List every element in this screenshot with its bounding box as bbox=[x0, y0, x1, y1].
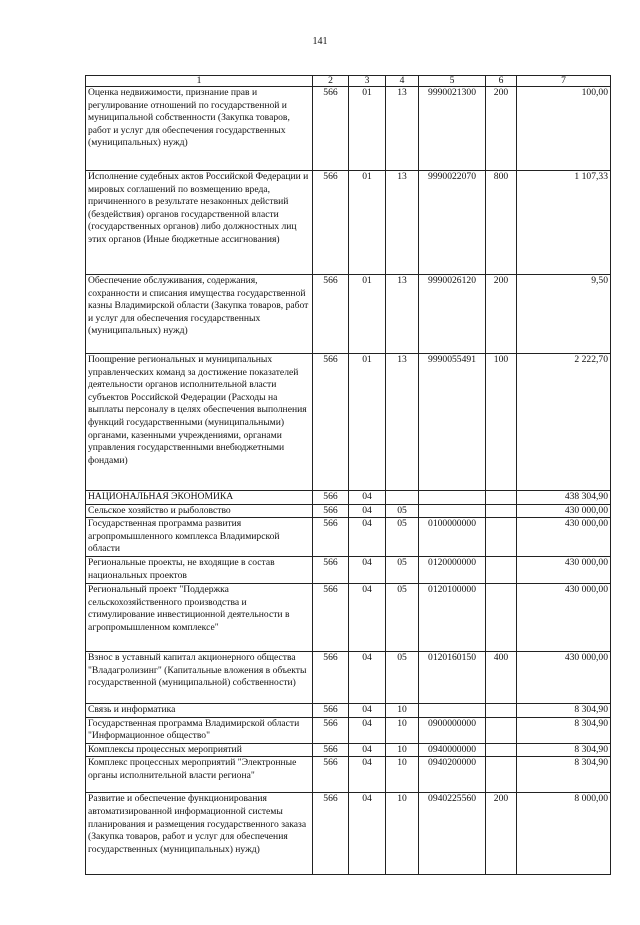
row-section: 01 bbox=[349, 87, 386, 171]
row-name: НАЦИОНАЛЬНАЯ ЭКОНОМИКА bbox=[86, 491, 313, 505]
row-grbs: 566 bbox=[313, 491, 349, 505]
column-header: 4 bbox=[386, 76, 419, 87]
row-grbs: 566 bbox=[313, 717, 349, 743]
row-subsection: 10 bbox=[386, 757, 419, 793]
row-grbs: 566 bbox=[313, 556, 349, 583]
row-amount: 438 304,90 bbox=[517, 491, 611, 505]
table-row bbox=[86, 518, 611, 557]
row-name: Поощрение региональных и муниципальных управленческих команд за достижение показателей деятельности органов исполнительной власти субъектов Российской Федерации (Расходы на выплаты персоналу в целях обеспечения выполнения функций государственными (муниципальными) органами, казенными учреждениями, органами управления государственными внебюджетными фондами) bbox=[86, 354, 313, 491]
row-grbs: 566 bbox=[313, 651, 349, 703]
column-header: 5 bbox=[419, 76, 486, 87]
table-row bbox=[86, 651, 611, 703]
page-number: 141 bbox=[312, 36, 328, 47]
row-name: Оценка недвижимости, признание прав и регулирование отношений по государственной и муниципальной собственности (Закупка товаров, работ и услуг для обеспечения государственных (муниципальных) нужд) bbox=[86, 87, 313, 171]
row-grbs: 566 bbox=[313, 87, 349, 171]
row-target-article: 0900000000 bbox=[419, 717, 486, 743]
row-target-article: 0940200000 bbox=[419, 757, 486, 793]
table-row bbox=[86, 491, 611, 505]
row-section: 04 bbox=[349, 504, 386, 518]
row-name: Комплексы процессных мероприятий bbox=[86, 743, 313, 757]
row-subsection: 10 bbox=[386, 717, 419, 743]
row-expense-type bbox=[486, 757, 517, 793]
row-name: Государственная программа развития агропромышленного комплекса Владимирской области bbox=[86, 518, 313, 557]
row-name: Исполнение судебных актов Российской Федерации и мировых соглашений по возмещению вреда, причиненного в результате незаконных действий (бездействия) органов государственной власти (государственных органов) либо должностных лиц этих органов (Иные бюджетные ассигнования) bbox=[86, 171, 313, 275]
row-target-article bbox=[419, 504, 486, 518]
table-row bbox=[86, 793, 611, 875]
table-row bbox=[86, 743, 611, 757]
row-section: 04 bbox=[349, 743, 386, 757]
table-row bbox=[86, 87, 611, 171]
row-grbs: 566 bbox=[313, 504, 349, 518]
row-name: Взнос в уставный капитал акционерного общества "Владагролизинг" (Капитальные вложения в объекты государственной (муниципальной) собственности) bbox=[86, 651, 313, 703]
row-expense-type bbox=[486, 743, 517, 757]
row-name: Связь и информатика bbox=[86, 703, 313, 717]
row-amount: 8 304,90 bbox=[517, 703, 611, 717]
row-amount: 430 000,00 bbox=[517, 583, 611, 651]
row-grbs: 566 bbox=[313, 275, 349, 354]
row-subsection: 05 bbox=[386, 583, 419, 651]
row-name: Региональный проект "Поддержка сельскохозяйственного производства и стимулирование инвестиционной деятельности в агропромышленном комплексе" bbox=[86, 583, 313, 651]
row-expense-type bbox=[486, 556, 517, 583]
table-row bbox=[86, 757, 611, 793]
row-amount: 430 000,00 bbox=[517, 651, 611, 703]
row-section: 04 bbox=[349, 491, 386, 505]
column-header: 2 bbox=[313, 76, 349, 87]
table-row bbox=[86, 504, 611, 518]
row-target-article: 9990026120 bbox=[419, 275, 486, 354]
row-amount: 430 000,00 bbox=[517, 556, 611, 583]
table-header-row bbox=[86, 76, 611, 87]
column-header: 6 bbox=[486, 76, 517, 87]
row-section: 04 bbox=[349, 703, 386, 717]
table-row bbox=[86, 583, 611, 651]
row-target-article: 0100000000 bbox=[419, 518, 486, 557]
table-row bbox=[86, 171, 611, 275]
row-grbs: 566 bbox=[313, 793, 349, 875]
row-expense-type bbox=[486, 504, 517, 518]
row-section: 01 bbox=[349, 275, 386, 354]
row-subsection: 13 bbox=[386, 275, 419, 354]
row-amount: 430 000,00 bbox=[517, 504, 611, 518]
row-grbs: 566 bbox=[313, 171, 349, 275]
row-subsection: 10 bbox=[386, 703, 419, 717]
table-row bbox=[86, 354, 611, 491]
row-amount: 8 304,90 bbox=[517, 743, 611, 757]
row-amount: 8 304,90 bbox=[517, 757, 611, 793]
row-section: 04 bbox=[349, 757, 386, 793]
row-expense-type: 200 bbox=[486, 275, 517, 354]
row-name: Комплекс процессных мероприятий "Электронные органы исполнительной власти региона" bbox=[86, 757, 313, 793]
row-amount: 2 222,70 bbox=[517, 354, 611, 491]
row-expense-type: 400 bbox=[486, 651, 517, 703]
row-subsection: 05 bbox=[386, 651, 419, 703]
table-row bbox=[86, 703, 611, 717]
row-name: Обеспечение обслуживания, содержания, сохранности и списания имущества государственной казны Владимирской области (Закупка товаров, работ и услуг для обеспечения государственных (муниципальных) нужд) bbox=[86, 275, 313, 354]
row-subsection: 13 bbox=[386, 171, 419, 275]
row-expense-type bbox=[486, 717, 517, 743]
row-amount: 430 000,00 bbox=[517, 518, 611, 557]
row-amount: 8 304,90 bbox=[517, 717, 611, 743]
row-section: 01 bbox=[349, 354, 386, 491]
row-name: Сельское хозяйство и рыболовство bbox=[86, 504, 313, 518]
row-expense-type: 200 bbox=[486, 87, 517, 171]
row-name: Развитие и обеспечение функционирования автоматизированной информационной системы планирования и размещения государственного заказа (Закупка товаров, работ и услуг для обеспечения государственных (муниципальных) нужд) bbox=[86, 793, 313, 875]
row-target-article: 0120000000 bbox=[419, 556, 486, 583]
row-amount: 100,00 bbox=[517, 87, 611, 171]
row-grbs: 566 bbox=[313, 757, 349, 793]
row-subsection: 13 bbox=[386, 87, 419, 171]
row-grbs: 566 bbox=[313, 354, 349, 491]
row-target-article: 9990022070 bbox=[419, 171, 486, 275]
row-section: 01 bbox=[349, 171, 386, 275]
column-header: 3 bbox=[349, 76, 386, 87]
row-target-article bbox=[419, 703, 486, 717]
row-subsection: 10 bbox=[386, 743, 419, 757]
row-amount: 1 107,33 bbox=[517, 171, 611, 275]
table-row bbox=[86, 556, 611, 583]
row-name: Государственная программа Владимирской области "Информационное общество" bbox=[86, 717, 313, 743]
row-expense-type bbox=[486, 583, 517, 651]
row-expense-type bbox=[486, 491, 517, 505]
row-section: 04 bbox=[349, 518, 386, 557]
row-section: 04 bbox=[349, 583, 386, 651]
row-amount: 9,50 bbox=[517, 275, 611, 354]
row-section: 04 bbox=[349, 556, 386, 583]
table-row bbox=[86, 275, 611, 354]
row-expense-type bbox=[486, 518, 517, 557]
row-expense-type: 800 bbox=[486, 171, 517, 275]
row-subsection: 05 bbox=[386, 556, 419, 583]
row-grbs: 566 bbox=[313, 743, 349, 757]
row-target-article: 9990021300 bbox=[419, 87, 486, 171]
row-name: Региональные проекты, не входящие в состав национальных проектов bbox=[86, 556, 313, 583]
row-target-article: 0940000000 bbox=[419, 743, 486, 757]
budget-table bbox=[85, 75, 611, 875]
row-target-article: 0120100000 bbox=[419, 583, 486, 651]
row-expense-type: 100 bbox=[486, 354, 517, 491]
column-header: 1 bbox=[86, 76, 313, 87]
row-target-article: 9990055491 bbox=[419, 354, 486, 491]
row-expense-type: 200 bbox=[486, 793, 517, 875]
row-grbs: 566 bbox=[313, 518, 349, 557]
row-subsection: 13 bbox=[386, 354, 419, 491]
row-subsection: 05 bbox=[386, 504, 419, 518]
row-subsection: 10 bbox=[386, 793, 419, 875]
row-target-article bbox=[419, 491, 486, 505]
row-target-article: 0120160150 bbox=[419, 651, 486, 703]
row-grbs: 566 bbox=[313, 583, 349, 651]
table-row bbox=[86, 717, 611, 743]
row-expense-type bbox=[486, 703, 517, 717]
row-amount: 8 000,00 bbox=[517, 793, 611, 875]
row-section: 04 bbox=[349, 651, 386, 703]
row-grbs: 566 bbox=[313, 703, 349, 717]
row-section: 04 bbox=[349, 793, 386, 875]
row-subsection bbox=[386, 491, 419, 505]
row-target-article: 0940225560 bbox=[419, 793, 486, 875]
column-header: 7 bbox=[517, 76, 611, 87]
row-subsection: 05 bbox=[386, 518, 419, 557]
row-section: 04 bbox=[349, 717, 386, 743]
